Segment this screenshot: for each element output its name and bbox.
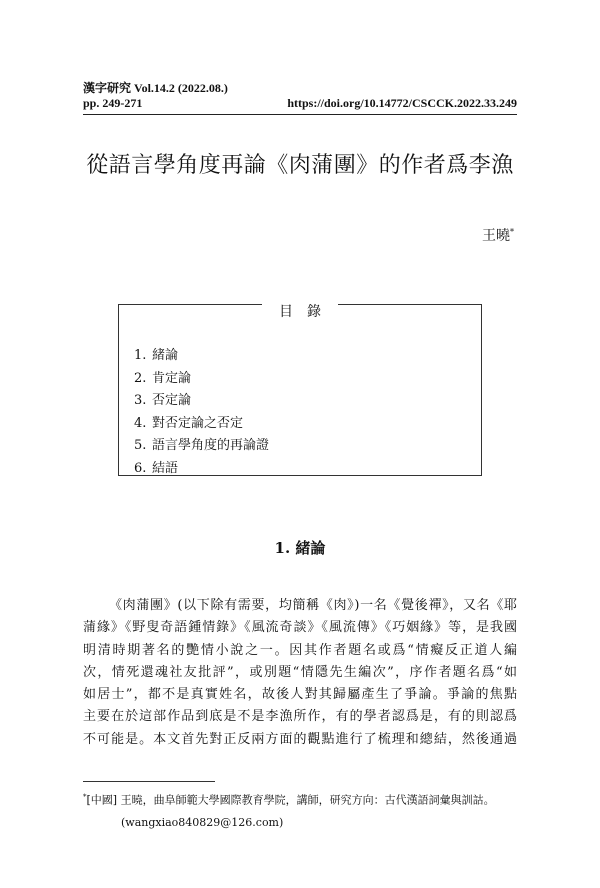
toc-item-number: 3. bbox=[134, 393, 147, 409]
page-range: pp. 249-271 bbox=[83, 96, 143, 110]
toc-item-label: 否定論 bbox=[152, 393, 192, 409]
journal-info: 漢字研究 Vol.14.2 (2022.08.) bbox=[83, 81, 228, 95]
body-line: 蒲緣》《野叟奇語鍾情錄》《風流奇談》《風流傳》《巧姻緣》等，是我國 bbox=[83, 620, 517, 636]
body-line: 明清時期著名的艷情小說之一。因其作者題名或爲“情癡反正道人編 bbox=[83, 642, 517, 658]
toc-item-number: 6. bbox=[134, 460, 147, 476]
footnote-divider bbox=[83, 781, 215, 782]
body-line: 主要在於這部作品到底是不是李漁所作，有的學者認爲是，有的則認爲 bbox=[83, 709, 517, 725]
toc-item-number: 5. bbox=[134, 438, 147, 454]
header-divider bbox=[83, 114, 517, 115]
author-name: 王曉 bbox=[482, 228, 510, 244]
toc-list bbox=[134, 345, 269, 481]
section-heading: 1. 緒論 bbox=[274, 539, 326, 557]
toc-item-label: 結語 bbox=[152, 460, 179, 476]
footnote-text: [中國] 王曉，曲阜師範大學國際教育學院，講師，研究方向：古代漢語詞彙與訓詁。 bbox=[86, 793, 495, 807]
toc-item bbox=[134, 458, 269, 481]
toc-item bbox=[134, 435, 269, 458]
toc-item-label: 語言學角度的再論證 bbox=[152, 438, 270, 454]
toc-item-number: 4. bbox=[134, 415, 147, 431]
toc-item bbox=[134, 413, 269, 436]
body-line: 次，情死還魂社友批評”，或別題“情隱先生編次”，序作者題名爲“如 bbox=[83, 664, 517, 680]
body-line: 《肉蒲團》(以下除有需要，均簡稱《肉》)一名《覺後禪》，又名《耶 bbox=[109, 598, 517, 613]
toc-item-number: 1. bbox=[134, 348, 147, 363]
toc-item bbox=[134, 368, 269, 391]
paper-title: 從語言學角度再論《肉蒲團》的作者爲李漁 bbox=[86, 153, 514, 178]
toc-item-label: 對否定論之否定 bbox=[152, 415, 244, 431]
footnote bbox=[83, 786, 523, 834]
footnote-line bbox=[83, 786, 523, 812]
toc-item-number: 2. bbox=[134, 370, 147, 386]
body-line: 不可能是。本文首先對正反兩方面的觀點進行了梳理和總結，然後通過 bbox=[83, 731, 517, 747]
body-paragraph bbox=[83, 595, 517, 751]
author-footnote-mark: * bbox=[510, 227, 514, 237]
page-doi-row bbox=[83, 96, 517, 111]
doi-link[interactable]: https://doi.org/10.14772/CSCCK.2022.33.249 bbox=[287, 96, 517, 110]
toc-item-label: 緒論 bbox=[152, 348, 179, 363]
body-line: 如居士”，都不是真實姓名，故後人對其歸屬產生了爭論。爭論的焦點 bbox=[83, 687, 517, 703]
footnote-mark: * bbox=[83, 793, 87, 801]
toc-item bbox=[134, 345, 269, 368]
toc-item bbox=[134, 390, 269, 413]
toc-item-label: 肯定論 bbox=[152, 370, 192, 386]
author bbox=[482, 225, 514, 245]
toc-heading: 目錄 bbox=[262, 301, 338, 321]
footnote-email: (wangxiao840829@126.com) bbox=[121, 815, 284, 829]
